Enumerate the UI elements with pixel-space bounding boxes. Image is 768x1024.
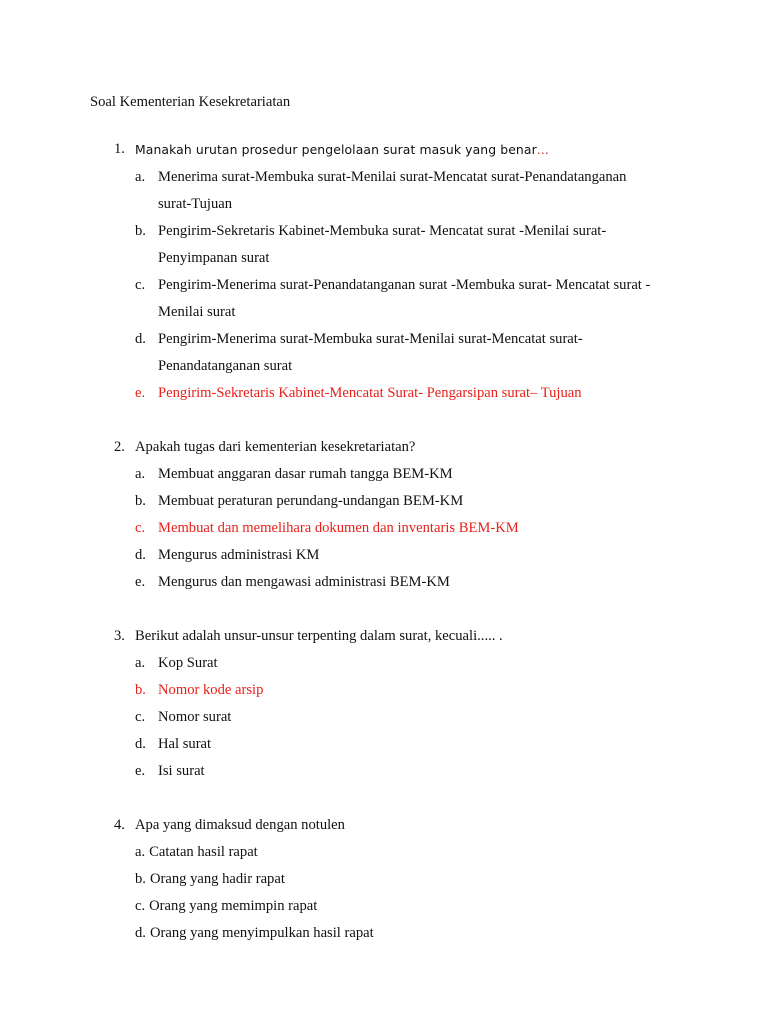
option-text-line-2: Penyimpanan surat bbox=[158, 250, 270, 266]
option-text: Membuat peraturan perundang-undangan BEM-KM bbox=[158, 493, 464, 509]
question-line bbox=[90, 136, 708, 164]
option-text-line-1: Pengirim-Menerima surat-Membuka surat-Menilai surat-Mencatat surat- bbox=[158, 331, 583, 347]
option-text: Membuat anggaran dasar rumah tangga BEM-KM bbox=[158, 466, 453, 482]
option-text: Hal surat bbox=[158, 736, 212, 752]
option-letter: a. bbox=[135, 844, 146, 860]
option-letter: b. bbox=[135, 223, 146, 239]
option-letter: c. bbox=[135, 277, 146, 293]
option-list bbox=[90, 164, 708, 407]
question-1 bbox=[90, 136, 708, 407]
question-line bbox=[90, 434, 708, 461]
option-letter: a. bbox=[135, 655, 146, 671]
option-letter: b. bbox=[135, 682, 146, 698]
option-text: Kop Surat bbox=[158, 655, 218, 671]
option-text: Nomor kode arsip bbox=[158, 682, 264, 698]
page-title: Soal Kementerian Kesekretariatan bbox=[90, 94, 291, 110]
option-letter: d. bbox=[135, 331, 146, 347]
option-e-correct bbox=[90, 380, 708, 407]
option-letter: d. bbox=[135, 547, 146, 563]
question-3 bbox=[90, 623, 708, 785]
option-e bbox=[90, 569, 708, 596]
option-list bbox=[90, 650, 708, 785]
option-c bbox=[90, 272, 708, 326]
option-a bbox=[90, 839, 708, 866]
question-ellipsis: … bbox=[536, 143, 549, 157]
option-letter: b. bbox=[135, 493, 146, 509]
question-2 bbox=[90, 434, 708, 596]
option-text: Nomor surat bbox=[158, 709, 232, 725]
option-letter: a. bbox=[135, 169, 146, 185]
option-text bbox=[158, 218, 708, 272]
option-b bbox=[90, 866, 708, 893]
question-4 bbox=[90, 812, 708, 947]
question-number: 4. bbox=[114, 817, 125, 833]
option-text: Catatan hasil rapat bbox=[149, 844, 258, 860]
option-list bbox=[90, 839, 708, 947]
option-d bbox=[90, 731, 708, 758]
option-text: Pengirim-Sekretaris Kabinet-Mencatat Surat- Pengarsipan surat– Tujuan bbox=[158, 385, 582, 401]
option-text-line-1: Pengirim-Sekretaris Kabinet-Membuka surat- Mencatat surat -Menilai surat- bbox=[158, 223, 607, 239]
option-text bbox=[158, 272, 708, 326]
option-text bbox=[158, 164, 708, 218]
option-text: Mengurus dan mengawasi administrasi BEM-KM bbox=[158, 574, 450, 590]
option-text: Orang yang hadir rapat bbox=[149, 871, 285, 887]
option-letter: c. bbox=[135, 898, 146, 914]
option-a bbox=[90, 164, 708, 218]
option-b-correct bbox=[90, 677, 708, 704]
option-letter: e. bbox=[135, 763, 146, 779]
option-letter: a. bbox=[135, 466, 146, 482]
option-text: Membuat dan memelihara dokumen dan inventaris BEM-KM bbox=[158, 520, 519, 536]
option-a bbox=[90, 461, 708, 488]
question-number: 2. bbox=[114, 439, 125, 455]
question-text: Apa yang dimaksud dengan notulen bbox=[135, 817, 345, 833]
option-letter: d. bbox=[135, 736, 146, 752]
option-letter: c. bbox=[135, 520, 146, 536]
option-d bbox=[90, 326, 708, 380]
option-text-line-1: Menerima surat-Membuka surat-Menilai surat-Mencatat surat-Penandatanganan bbox=[158, 169, 627, 185]
question-line bbox=[90, 812, 708, 839]
option-text-line-2: Menilai surat bbox=[158, 304, 236, 320]
question-number: 3. bbox=[114, 628, 125, 644]
option-text: Isi surat bbox=[158, 763, 205, 779]
option-b bbox=[90, 488, 708, 515]
question-number: 1. bbox=[114, 141, 125, 157]
option-d bbox=[90, 542, 708, 569]
option-d bbox=[90, 920, 708, 947]
option-b bbox=[90, 218, 708, 272]
question-text-content: Manakah urutan prosedur pengelolaan surat masuk yang benar bbox=[135, 142, 537, 157]
option-e bbox=[90, 758, 708, 785]
question-text bbox=[135, 136, 708, 164]
option-c-correct bbox=[90, 515, 708, 542]
option-text: Mengurus administrasi KM bbox=[158, 547, 320, 563]
option-text-line-2: surat-Tujuan bbox=[158, 196, 233, 212]
option-a bbox=[90, 650, 708, 677]
option-letter: e. bbox=[135, 574, 146, 590]
option-text: Orang yang menyimpulkan hasil rapat bbox=[149, 925, 374, 941]
option-text: Orang yang memimpin rapat bbox=[149, 898, 318, 914]
option-list bbox=[90, 461, 708, 596]
option-text-line-2: Penandatanganan surat bbox=[158, 358, 293, 374]
option-text bbox=[158, 326, 708, 380]
question-text: Berikut adalah unsur-unsur terpenting dalam surat, kecuali..... . bbox=[135, 628, 503, 644]
question-line bbox=[90, 623, 708, 650]
option-text-line-1: Pengirim-Menerima surat-Penandatanganan surat -Membuka surat- Mencatat surat - bbox=[158, 277, 651, 293]
option-c bbox=[90, 893, 708, 920]
option-letter: b. bbox=[135, 871, 146, 887]
option-letter: c. bbox=[135, 709, 146, 725]
option-c bbox=[90, 704, 708, 731]
question-text: Apakah tugas dari kementerian kesekretariatan? bbox=[135, 439, 416, 455]
option-letter: e. bbox=[135, 385, 146, 401]
option-letter: d. bbox=[135, 925, 146, 941]
